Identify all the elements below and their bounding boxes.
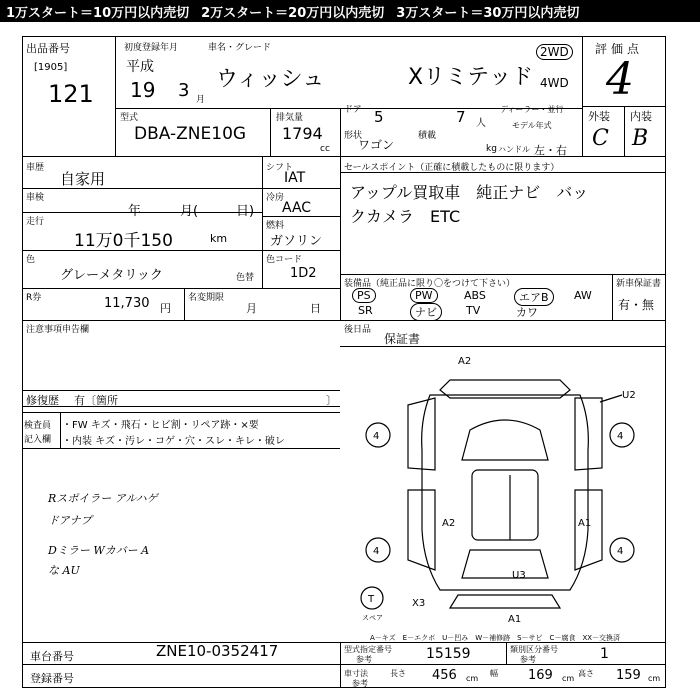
exterior-label: 外装 xyxy=(588,110,610,123)
exterior-grade: C xyxy=(592,126,609,151)
usage-value: 自家用 xyxy=(60,170,106,188)
lot-label: 出品番号 xyxy=(26,42,70,55)
doors-value: 5 xyxy=(374,108,384,126)
diagram-mark-x3: X3 xyxy=(412,598,426,609)
chassis-value: ZNE10-0352417 xyxy=(156,642,279,660)
length-unit: cm xyxy=(466,674,479,683)
size-ref: 参考 xyxy=(352,679,368,688)
equip-abs: ABS xyxy=(464,289,486,302)
color-label: 色 xyxy=(26,255,36,265)
diagram-tire-rr: 4 xyxy=(617,546,624,557)
reg-month: 3 xyxy=(178,80,190,101)
mileage-unit: km xyxy=(210,232,228,245)
type-number-value: 15159 xyxy=(426,646,471,662)
start-price-banner xyxy=(0,0,700,22)
check-row-1: ・FW キズ・飛石・ヒビ割・リペア跡・×要 xyxy=(62,420,259,431)
handwritten-note-4: な AU xyxy=(48,564,80,577)
recycle-label: R券 xyxy=(26,293,42,303)
engine-unit: cc xyxy=(320,144,330,154)
car-name: ウィッシュ xyxy=(216,67,325,92)
warranty-value: 有・無 xyxy=(618,298,655,312)
lot-number: 121 xyxy=(48,80,94,108)
name-change-label: 名変期限 xyxy=(188,293,225,303)
mileage-label: 走行 xyxy=(26,217,45,227)
inspection-label: 車検 xyxy=(26,193,45,203)
reg-month-unit: 月 xyxy=(196,95,206,105)
engine-value: 1794 xyxy=(282,124,323,143)
recycle-value: 11,730 xyxy=(104,296,150,311)
reg-label: 初度登録年月 xyxy=(124,43,179,53)
inspection-year: 年 xyxy=(128,204,142,219)
chassis-label: 車台番号 xyxy=(30,650,74,663)
dealer-label: ディーラー・並行 xyxy=(500,105,564,114)
height-unit: cm xyxy=(648,674,661,683)
reg-year: 19 xyxy=(130,78,156,102)
equip-tv: TV xyxy=(466,304,481,317)
sales-line-1: アップル買取車 純正ナビ バッ xyxy=(350,183,589,202)
equip-pw: PW xyxy=(410,288,438,303)
interior-grade: B xyxy=(632,126,649,151)
shape-value: ワゴン xyxy=(358,138,395,152)
color-code-label: 色コード xyxy=(266,255,303,265)
drive-4wd: 4WD xyxy=(540,76,569,90)
damage-legend: A－キズ E－エクボ U－凹み W－補修跡 S－サビ C－腐食 XX－交換済 xyxy=(370,634,621,642)
banner-rule-3: 3万スタート＝30万円以内売切 xyxy=(396,5,580,21)
after-value: 保証書 xyxy=(384,332,421,346)
color-change-label: 色替 xyxy=(236,273,255,283)
handle-label: ハンドル xyxy=(498,145,530,154)
warranty-label: 新車保証書 xyxy=(616,279,662,289)
diagram-mark-u3: U3 xyxy=(512,570,526,581)
check-label-2: 記入欄 xyxy=(24,435,52,445)
name-change-month: 月 xyxy=(246,302,257,315)
width-label: 幅 xyxy=(490,669,498,678)
repair-close: 〕 xyxy=(326,394,337,407)
class-number-value: 1 xyxy=(600,646,609,662)
check-row-2: ・内装 キズ・汚レ・コゲ・穴・スレ・キレ・破レ xyxy=(62,436,285,447)
aircon-value: AAC xyxy=(282,200,312,216)
length-label: 長さ xyxy=(390,669,406,678)
cargo-unit: kg xyxy=(486,144,497,154)
lot-code: [1905] xyxy=(34,62,68,73)
model-value: DBA-ZNE10G xyxy=(134,124,247,144)
banner-rule-1: 1万スタート＝10万円以内売切 xyxy=(6,5,190,21)
interior-label: 内装 xyxy=(630,110,652,123)
handle-value: 左・右 xyxy=(534,144,567,157)
diagram-mark-a1-bottom: A1 xyxy=(508,614,522,625)
class-number-label: 類別区分番号 xyxy=(510,645,558,654)
sales-label: セールスポイント（正確に積載したものに限ります） xyxy=(344,163,560,173)
handwritten-note-1: Rスポイラー アルハゲ xyxy=(48,492,158,505)
inspection-month: 月( xyxy=(180,204,199,219)
equip-navi: ナビ xyxy=(410,303,442,321)
seats-value: 7 xyxy=(456,108,466,126)
diagram-spare: T xyxy=(368,594,375,605)
equip-ps: PS xyxy=(352,288,376,303)
inspection-day: 日) xyxy=(236,204,255,219)
diagram-spare-label: スペア xyxy=(362,614,383,622)
score-label: 評価点 xyxy=(595,42,644,56)
score-value: 4 xyxy=(606,54,634,105)
sales-line-2: クカメラ ETC xyxy=(350,207,461,226)
diagram-tire-fl: 4 xyxy=(373,431,380,442)
shape-label: 形状 xyxy=(344,131,363,141)
type-number-label: 型式指定番号 xyxy=(344,645,392,654)
type-number-ref: 参考 xyxy=(356,655,372,664)
doors-label: ドア xyxy=(344,105,362,115)
shift-value: IAT xyxy=(284,170,306,186)
equip-airbag: エアB xyxy=(514,288,554,306)
equip-sr: SR xyxy=(358,304,373,317)
shift-label: シフト xyxy=(266,163,294,173)
cargo-label: 積載 xyxy=(418,131,437,141)
reg-era: 平成 xyxy=(126,59,154,75)
model-year-label: モデル年式 xyxy=(512,121,552,130)
aircon-label: 冷房 xyxy=(266,193,285,203)
fuel-value: ガソリン xyxy=(270,234,323,249)
drive-2wd-circled: 2WD xyxy=(536,44,573,60)
handwritten-note-2: ドアナプ xyxy=(48,514,92,527)
seats-unit: 人 xyxy=(476,118,486,129)
notes-label: 注意事項申告欄 xyxy=(26,325,90,335)
diagram-mark-a2-side: A2 xyxy=(442,518,456,529)
equip-aw: AW xyxy=(574,289,592,302)
equipment-label: 装備品（純正品に限り〇をつけて下さい） xyxy=(344,279,516,289)
name-change-day: 日 xyxy=(310,302,321,315)
check-label-1: 検査員 xyxy=(24,421,52,431)
height-value: 159 xyxy=(616,668,641,683)
diagram-mark-a1-side: A1 xyxy=(578,518,592,529)
width-unit: cm xyxy=(562,674,575,683)
engine-label: 排気量 xyxy=(276,113,304,123)
repair-value: 有〔箇所 xyxy=(74,394,118,407)
equip-leather: カワ xyxy=(516,306,538,319)
length-value: 456 xyxy=(432,668,457,683)
model-label: 型式 xyxy=(120,113,139,123)
diagram-mark-u2: U2 xyxy=(622,390,636,401)
width-value: 169 xyxy=(528,668,553,683)
usage-label: 車歴 xyxy=(26,163,45,173)
color-value: グレーメタリック xyxy=(60,268,163,283)
repair-label: 修復歴 xyxy=(26,394,59,407)
height-label: 高さ xyxy=(578,669,594,678)
banner-rule-2: 2万スタート＝20万円以内売切 xyxy=(201,5,385,21)
handwritten-note-3: Dミラー Wカバー A xyxy=(48,544,150,557)
diagram-mark-a2-top: A2 xyxy=(458,356,472,367)
recycle-unit: 円 xyxy=(160,302,171,315)
mileage-value: 11万0千150 xyxy=(74,231,173,251)
class-number-ref: 参考 xyxy=(520,655,536,664)
size-label: 車寸法 xyxy=(344,669,368,678)
after-label: 後日品 xyxy=(344,325,372,335)
car-condition-diagram xyxy=(360,350,660,630)
car-label: 車名・グレード xyxy=(208,43,272,53)
car-grade: Xリミテッド xyxy=(408,65,534,90)
color-code-value: 1D2 xyxy=(290,266,317,281)
diagram-tire-rl: 4 xyxy=(373,546,380,557)
fuel-label: 燃料 xyxy=(266,221,285,231)
plate-label: 登録番号 xyxy=(30,672,74,685)
diagram-tire-fr: 4 xyxy=(617,431,624,442)
